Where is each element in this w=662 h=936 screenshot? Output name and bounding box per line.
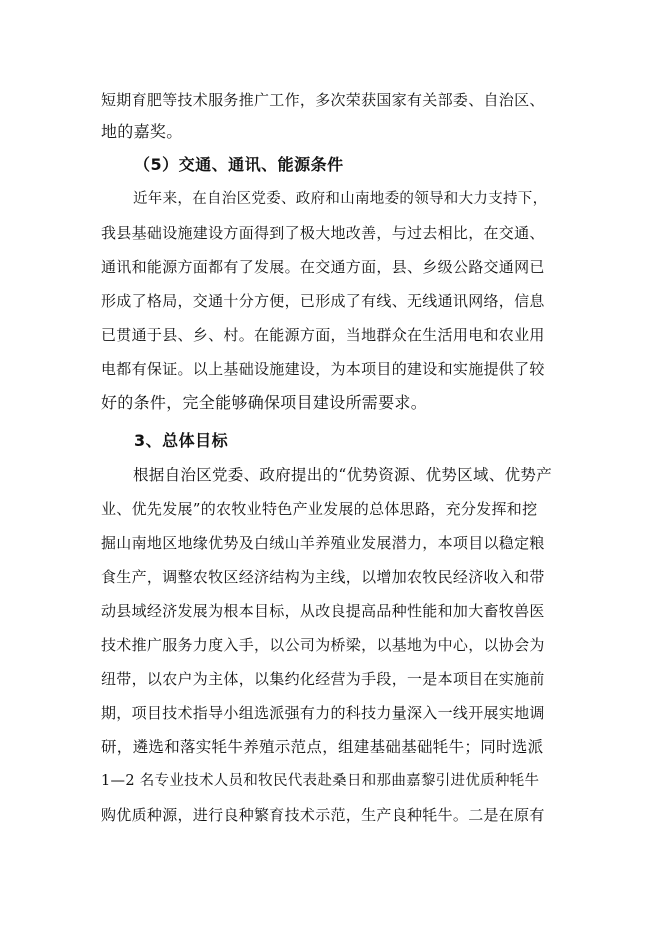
text-line: 我县基础设施建设方面得到了极大地改善，与过去相比，在交通、 [101,224,545,242]
text-line: 期，项目技术指导小组选派强有力的科技力量深入一线开展实地调 [101,704,545,722]
section-heading: 3、总体目标 [134,431,229,450]
text-line: 1—2 名专业技术人员和牧民代表赴桑日和那曲嘉黎引进优质种牦牛 [101,773,540,789]
text-line: 短期育肥等技术服务推广工作，多次荣获国家有关部委、自治区、 [101,91,545,109]
text-line: 食生产，调整农牧区经济结构为主线，以增加农牧民经济收入和带 [101,568,545,586]
text-line: 业、优先发展”的农牧业特色产业发展的总体思路，充分发挥和挖 [101,500,538,518]
text-line: 地的嘉奖。 [101,122,183,141]
text-line: 根据自治区党委、政府提出的“优势资源、优势区域、优势产 [133,466,553,484]
text-line: 掘山南地区地缘优势及白绒山羊养殖业发展潜力，本项目以稳定粮 [101,534,545,552]
text-line: 动县域经济发展为根本目标，从改良提高品种性能和加大畜牧兽医 [101,602,545,620]
text-line: 好的条件，完全能够确保项目建设所需要求。 [101,393,428,412]
section-heading: （5）交通、通讯、能源条件 [134,155,344,174]
text-line: 通讯和能源方面都有了发展。在交通方面，县、乡级公路交通网已 [101,258,545,276]
text-line: 已贯通于县、乡、村。在能源方面，当地群众在生活用电和农业用 [101,326,545,344]
text-line: 购优质种源，进行良种繁育技术示范，生产良种牦牛。二是在原有 [101,806,545,824]
text-line: 近年来，在自治区党委、政府和山南地委的领导和大力支持下， [133,191,548,207]
text-line: 研，遴选和落实牦牛养殖示范点，组建基础基础牦牛；同时选派 [101,738,544,756]
text-line: 形成了格局，交通十分方便，已形成了有线、无线通讯网络，信息 [101,292,545,310]
text-line: 技术推广服务力度入手，以公司为桥梁，以基地为中心，以协会为 [101,636,545,654]
text-line: 纽带，以农户为主体，以集约化经营为手段，一是本项目在实施前 [101,670,545,688]
text-line: 电都有保证。以上基础设施建设，为本项目的建设和实施提供了较 [101,360,545,378]
